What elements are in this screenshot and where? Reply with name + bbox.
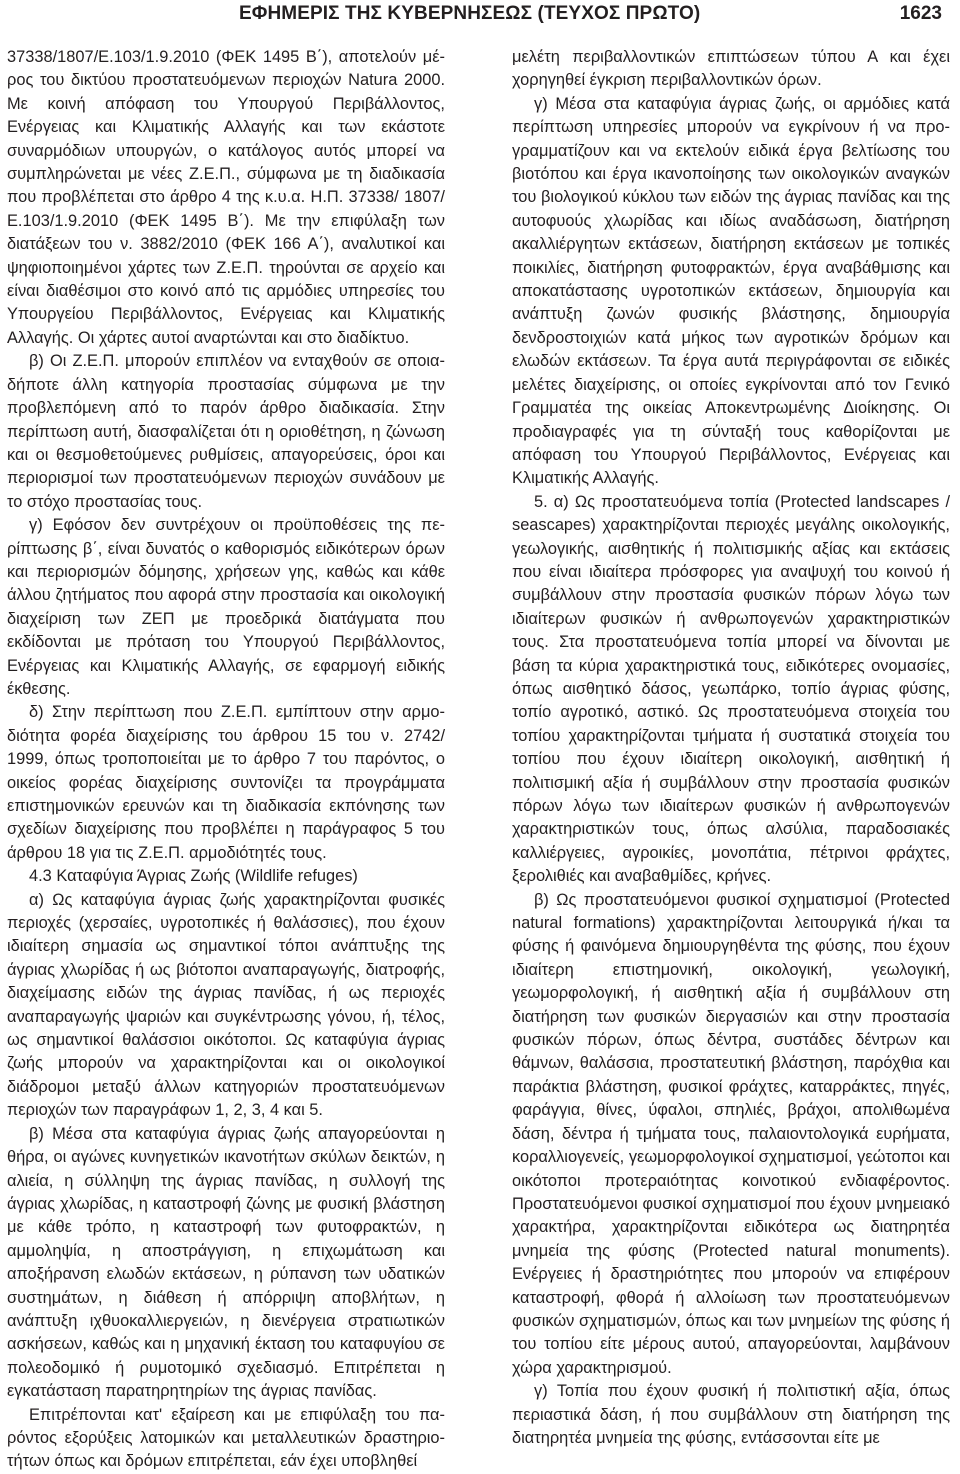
paragraph: γ) Τοπία που έχουν φυσική ή πολιτιστική αξία, όπως περιαστικά δάση, ή που συμβάλλουν στη διατήρηση της διατηρητέα μνημεία της φύσης, εντάσσονται είτε με [512,1382,950,1447]
paragraph: 5. α) Ως προστατευόμενα τοπία (Protected landscapes / seascapes) χαρακτηρίζονται περιοχές μεγάλης οικολογικής, γεωλογικής, αισθητικής ή πολιτισμικής αξίας και εκτάσεις που είναι ιδιαίτερα πρόσφορες για αναψυχή του κοινού ή συμβάλλουν στην προστασία φυσικών πόρων λόγω των ιδιαίτερων φυσικών ή ανθρωπογενών χαρακτηριστικών τους. Στα προστατευόμενα τοπία μπορεί να δίνονται με βάση τα κύρια χαρακτηριστικά τους, ειδικότερες ονομασίες, όπως αισθητικό δάσος, γεωπάρκο, τοπίο άγριας φύσης, τοπίο αγροτικό, αστικό. Ως προστατευόμενα στοιχεία του τοπίου χαρακτηρίζονται τμήματα ή συστατικά στοιχεία του τοπίου που έχουν ιδιαίτερη οικολογική, αισθητική ή πολιτισμική αξία ή συμβάλλουν στην προστασία φυσικών πόρων λόγω των ιδιαίτερων φυσικών ή ανθρωπογενών χαρακτηριστικών τους, όπως αλσύλια, παραδοσιακές καλλιέργειες, αγροικίες, μονοπάτια, πέτρινοι φράχτες, ξερολιθιές και αναβαθμίδες, κρήνες. [512,492,950,886]
gazette-title: ΕΦΗΜΕΡΙΣ ΤΗΣ ΚΥΒΕΡΝΗΣΕΩΣ (ΤΕΥΧΟΣ ΠΡΩΤΟ) [239,3,701,24]
paragraph: β) Οι Ζ.Ε.Π. μπορούν επιπλέον να ενταχθούν σε οποιαδήποτε άλλη κατηγορία προστασίας σύμφωνα με την προβλεπόμενη από το παρόν άρθρο διαδικασία. Στην περίπτωση αυτή, διασφαλίζεται ότι η οριοθέτηση, η ζώνωση και οι θεσμοθετούμενες ρυθμίσεις, απαγορεύσεις, όροι και περιορισμοί των προστατευόμενων περιοχών συνάδουν με το στόχο προστασίας τους. [7,352,445,511]
paragraph: γ) Εφόσον δεν συντρέχουν οι προϋποθέσεις της περίπτωσης β΄, είναι δυνατός ο καθορισμός ειδικότερων όρων και περιορισμών δόμησης, χρήσεων γης, καθώς και κάθε άλλου ζητήματος που αφορά στην προστασία και οικολογική διαχείριση των ΖΕΠ με προεδρικά διατάγματα που εκδίδονται με πρόταση του Υπουργού Περιβάλλοντος, Ενέργειας και Κλιματικής Αλλαγής, σε εφαρμογή ειδικής έκθεσης. [7,516,445,698]
right-column [512,46,950,1450]
paragraph: 37338/1807/Ε.103/1.9.2010 (ΦΕΚ 1495 Β΄), αποτελούν μέρος του δικτύου προστατευόμενων περιοχών Natura 2000. Με κοινή απόφαση του Υπουργού Περιβάλλοντος, Ενέργειας και Κλιματικής Αλλαγής και των εκάστοτε συναρμόδιων υπουργών, ο κατάλογος αυτός μπορεί να συμπληρώνεται με νέες Ζ.Ε.Π., σύμφωνα με τη διαδικασία που προβλέπεται στο άρθρο 4 της κ.υ.α. Η.Π. 37338/ 1807/Ε.103/1.9.2010 (ΦΕΚ 1495 Β΄). Με την επιφύλαξη των διατάξεων του ν. 3882/2010 (ΦΕΚ 166 Α΄), αναλυτικοί και ψηφιοποιημένοι χάρτες των Ζ.Ε.Π. τηρούνται σε αρχείο και είναι διαθέσιμοι στο κοινό από τις αρμόδιες υπηρεσίες του Υπουργείου Περιβάλλοντος, Ενέργειας και Κλιματικής Αλλαγής. Οι χάρτες αυτοί αναρτώνται και στο διαδίκτυο. [7,48,445,347]
paragraph: α) Ως καταφύγια άγριας ζωής χαρακτηρίζονται φυσικές περιοχές (χερσαίες, υγροτοπικές ή θαλάσσιες), που έχουν ιδιαίτερη σημασία ως σημαντικοί τόποι ανάπτυξης της άγριας χλωρίδας ή ως βιότοποι αναπαραγωγής, διατροφής, διαχείμασης ειδών της άγριας πανίδας, ή ως περιοχές αναπαραγωγής ψαριών και συγκέντρωσης γόνου, ή, τέλος, ως σημαντικοί θαλάσσιοι οικότοποι. Ως καταφύγια άγριας ζωής μπορούν να χαρακτηρίζονται και οι οικολογικοί διάδρομοι μεταξύ άλλων κατηγοριών προστατευόμενων περιοχών των παραγράφων 1, 2, 3, 4 και 5. [7,890,445,1120]
paragraph: γ) Μέσα στα καταφύγια άγριας ζωής, οι αρμόδιες κατά περίπτωση υπηρεσίες μπορούν να εγκρίνουν ή να προγραμματίζουν και να εκτελούν ειδικά έργα βελτίωσης του βιοτόπου και έργα ικανοποίησης των οικολογικών αναγκών του βιολογικού κύκλου των ειδών της άγριας πανίδας και της αυτοφυούς χλωρίδας και ιδίως αναδάσωση, διατήρηση ακαλλιέργητων εκτάσεων, διατήρηση εκτάσεων με τοπικές ποικιλίες, διατήρηση φυτοφρακτών, έργα αναβάθμισης και αποκατάστασης υγροτοπικών εκτάσεων, δημιουργία και ανάπτυξη ζωνών φυσικής βλάστησης, δημιουργία δενδροστοιχιών κατά μήκος των αγροτικών δρόμων και ελωδών εκτάσεων. Τα έργα αυτά περιγράφονται σε ειδικές μελέτες διαχείρισης, οι οποίες εγκρίνονται από τον Γενικό Γραμματέα της οικείας Αποκεντρωμένης Διοίκησης. Οι προδιαγραφές για τη σύνταξή τους καθορίζονται με απόφαση του Υπουργού Περιβάλλοντος, Ενέργειας και Κλιματικής Αλλαγής. [512,94,950,488]
left-column [7,46,445,1474]
paragraph: β) Μέσα στα καταφύγια άγριας ζωής απαγορεύονται η θήρα, οι αγώνες κυνηγετικών ικανοτήτων σκύλων δεικτών, η αλιεία, η σύλληψη της άγριας πανίδας, η συλλογή της άγριας χλωρίδας, η καταστροφή ζώνης με φυσική βλάστηση με κάθε τρόπο, η καταστροφή των φυτοφρακτών, η αμμοληψία, η αποστράγγιση, η επιχωμάτωση και αποξήρανση ελωδών εκτάσεων, η ρύπανση των υδατικών συστημάτων, η διάθεση ή απόρριψη αποβλήτων, η ανάπτυξη ιχθυοκαλλιεργειών, η διενέργεια στρατιωτικών ασκήσεων, καθώς και η μηχανική έκταση του καταφυγίου σε πολεοδομικό ή ρυμοτομικό σχεδιασμό. Επιτρέπεται η εγκατάσταση παρατηρητηρίων της άγριας πανίδας. [7,1124,445,1401]
paragraph: μελέτη περιβαλλοντικών επιπτώσεων τύπου Α και έχει χορηγηθεί έγκριση περιβαλλοντικών όρων. [512,48,950,90]
paragraph: Επιτρέπονται κατ' εξαίρεση και με επιφύλαξη του παρόντος εξορύξεις λατομικών και μεταλλευτικών δραστηριοτήτων όπως και δρόμων επιτρέπεται, εάν έχει υποβληθεί [7,1405,445,1471]
section-heading: 4.3 Καταφύγια Άγριας Ζωής (Wildlife refuges) [29,867,358,886]
paragraph: β) Ως προστατευόμενοι φυσικοί σχηματισμοί (Protected natural formations) χαρακτηρίζονται λειτουργικά ή/και τα φύσης ή φαινόμενα δημιουργηθέντα της φύσης, που έχουν ιδιαίτερη επιστημονική, οικολογική, γεωλογική, γεωμορφολογική, ή αισθητική αξία ή συμβάλλουν στη διατήρηση των φυσικών διεργασιών και στην προστασία φυσικών πόρων, όπως δέντρα, συστάδες δέντρων και θάμνων, θαλάσσια, προστατευτική βλάστηση, παρόχθια και παράκτια βλάστηση, φυσικοί φράχτες, καταρράκτες, πηγές, φαράγγια, θίνες, ύφαλοι, σπηλιές, βράχοι, απολιθωμένα δάση, δέντρα ή τμήματα τους, παλαιοντολογικά ευρήματα, κοραλλιογενείς, γεωμορφολογικοί σχηματισμοί, γεώτοποι και οικότοποι προτεραιότητας κοινοτικού ενδιαφέροντος. Προστατευόμενοι φυσικοί σχηματισμοί που έχουν μνημειακό χαρακτήρα, χαρακτηρίζονται ειδικότερα ως διατηρητέα μνημεία της φύσης (Protected natural monuments). Ενέργειες ή δραστηριότητες που μπορούν να επιφέρουν καταστροφή, φθορά ή αλλοίωση των προστατευόμενων φυσικών σχηματισμών, όπως και των μνημείων της φύσης ή του τοπίου είτε μέρους αυτού, απαγορεύονται, λαμβάνουν χώρα χαρακτηρισμού. [512,890,950,1377]
page-number: 1623 [899,3,942,24]
paragraph: δ) Στην περίπτωση που Ζ.Ε.Π. εμπίπτουν στην αρμοδιότητα φορέα διαχείρισης του άρθρου 15 του ν. 2742/ 1999, όπως τροποποιείται με το άρθρο 7 του παρόντος, ο οικείος φορέας διαχείρισης συντονίζει τα προγράμματα επιστημονικών ερευνών και τη διαδικασία εκπόνησης των σχεδίων διαχείρισης που προβλέπει η παράγραφος 5 του άρθρου 18 για τις Ζ.Ε.Π. αρμοδιότητές τους. [7,703,445,862]
page-header [0,0,960,34]
